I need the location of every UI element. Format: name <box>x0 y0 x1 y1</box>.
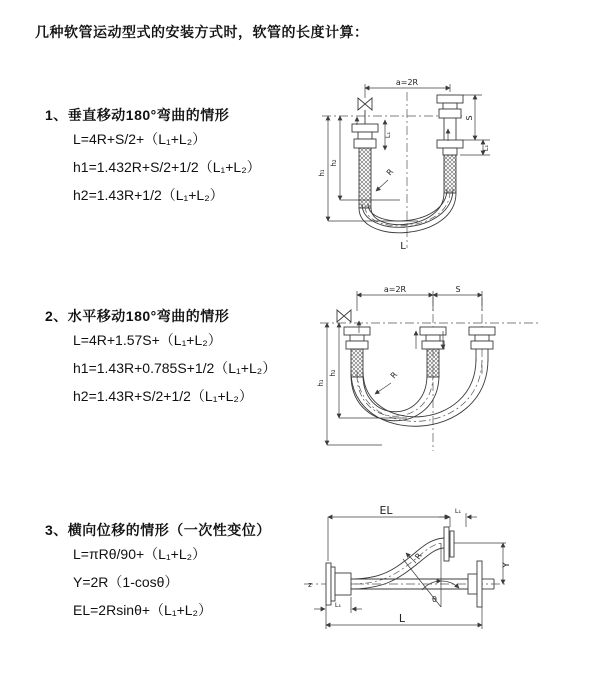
dimension-s-l1-right <box>460 95 490 155</box>
right-pipe-assembly <box>437 95 463 193</box>
valve-icon <box>358 98 372 124</box>
dim-label-r: R <box>413 551 424 562</box>
valve-icon <box>337 310 351 322</box>
dim-label-theta: θ <box>432 595 437 604</box>
radius-callout <box>376 167 396 191</box>
dim-label-r: R <box>388 370 400 381</box>
formula-line: h2=1.43R+1/2（L₁+L₂） <box>73 187 224 203</box>
formula-line: h2=1.43R+S/2+1/2（L₁+L₂） <box>73 388 253 404</box>
hose-u-bends <box>351 359 488 426</box>
hose-u-bend <box>359 189 456 233</box>
dim-label-h2: h₂ <box>330 159 338 167</box>
left-pipe-assembly <box>352 117 378 208</box>
left-flange <box>326 563 351 605</box>
section-2-heading: 2、水平移动180°弯曲的情形 <box>45 308 230 324</box>
dim-label-l: L <box>398 612 406 625</box>
dim-label-a2r: a=2R <box>395 78 419 87</box>
formula-line: L=4R+S/2+（L₁+L₂） <box>73 131 207 147</box>
section-3-heading: 3、横向位移的情形（一次性变位） <box>45 522 271 538</box>
diagram-vertical-180-bend <box>310 78 525 253</box>
dim-label-y: Y <box>502 562 512 568</box>
dim-label-el: EL <box>379 504 393 517</box>
formula-line: L=4R+1.57S+（L₁+L₂） <box>73 332 222 348</box>
dim-label-h2: h₂ <box>329 369 337 377</box>
dim-label-l1-right: L₁ <box>482 144 490 152</box>
dim-label-r: R <box>384 167 396 178</box>
dimension-a2r-s <box>357 285 482 311</box>
dim-label-l1-left: L₁ <box>334 601 342 609</box>
radius-callout <box>375 370 400 394</box>
page-title: 几种软管运动型式的安装方式时，软管的长度计算： <box>35 24 369 40</box>
formula-line: L=πRθ/90+（L₁+L₂） <box>73 546 207 562</box>
dim-label-a2r: a=2R <box>383 285 407 294</box>
dimension-l1-left <box>314 597 362 613</box>
dim-label-h1: h₁ <box>317 379 325 387</box>
right-flange <box>468 561 494 607</box>
formula-line: Y=2R（1-cosθ） <box>73 574 179 590</box>
formula-line: h1=1.432R+S/2+1/2（L₁+L₂） <box>73 159 261 175</box>
dim-label-l1: L₁ <box>384 131 392 139</box>
hose-s-curve <box>350 538 444 589</box>
section-1-formulas <box>73 125 261 209</box>
section-1-heading: 1、垂直移动180°弯曲的情形 <box>45 107 230 123</box>
dim-label-s: S <box>455 285 461 294</box>
dim-label-s: S <box>465 115 474 121</box>
dim-label-l: L <box>400 241 406 252</box>
dimension-l <box>326 605 482 629</box>
section-3-formulas <box>73 540 212 624</box>
pipe-fittings <box>344 327 495 377</box>
dimension-y <box>502 543 512 584</box>
diagram-lateral-displacement <box>298 503 598 645</box>
formula-line: h1=1.43R+0.785S+1/2（L₁+L₂） <box>73 360 277 376</box>
dim-label-l1: L₁ <box>454 507 462 515</box>
dim-label-h1: h₁ <box>318 169 326 177</box>
dimension-l1-top <box>439 507 477 527</box>
radius-callout <box>406 551 424 563</box>
dimension-l1-left <box>384 120 392 150</box>
section-2-formulas <box>73 326 276 410</box>
centerline-z-mark: z <box>308 581 312 589</box>
diagram-horizontal-180-bend <box>312 283 547 461</box>
upper-flange <box>444 527 506 561</box>
formula-line: EL=2Rsinθ+（L₁+L₂） <box>73 602 212 618</box>
